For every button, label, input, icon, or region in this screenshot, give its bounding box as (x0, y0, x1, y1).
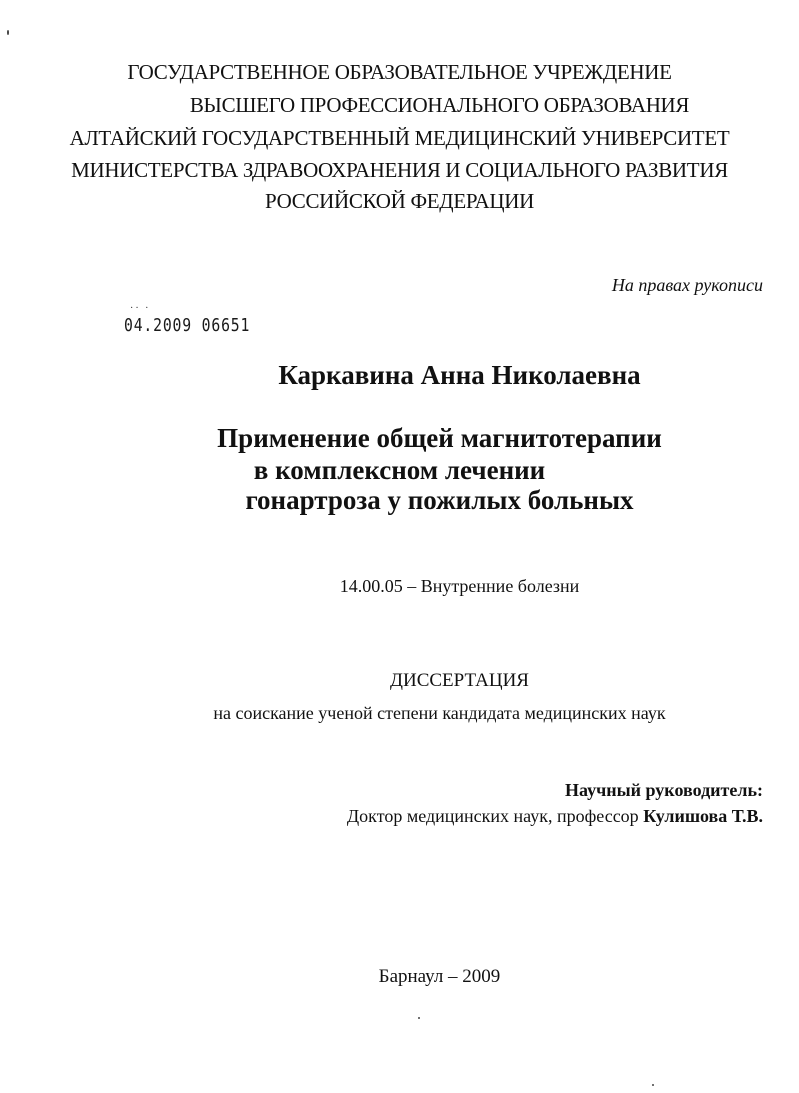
institution-line-2: ВЫСШЕГО ПРОФЕССИОНАЛЬНОГО ОБРАЗОВАНИЯ (189, 93, 690, 117)
advisor-label: Научный руководитель: (565, 780, 763, 800)
specialty-code: 14.00.05 – Внутренние болезни (339, 576, 580, 596)
advisor-credentials: Доктор медицинских наук, профессор (346, 806, 639, 826)
scan-speck (7, 30, 9, 35)
thesis-title-line-1: Применение общей магнитотерапии (217, 423, 662, 453)
institution-line-4: МИНИСТЕРСТВА ЗДРАВООХРАНЕНИЯ И СОЦИАЛЬНОГО РАЗВИТИЯ (71, 158, 728, 182)
institution-line-3: АЛТАЙСКИЙ ГОСУДАРСТВЕННЫЙ МЕДИЦИНСКИЙ УНИВЕРСИТЕТ (69, 126, 730, 150)
degree-statement: на соискание ученой степени кандидата медицинских наук (213, 703, 666, 723)
institution-line-5: РОССИЙСКОЙ ФЕДЕРАЦИИ (265, 189, 534, 213)
advisor-name: Кулишова Т.В. (643, 806, 763, 826)
author-name: Каркавина Анна Николаевна (278, 360, 641, 390)
city-year: Барнаул – 2009 (378, 966, 501, 987)
document-type: ДИССЕРТАЦИЯ (390, 670, 529, 691)
thesis-title-line-2: в комплексном лечении (253, 455, 546, 485)
registration-stamp: 04.2009 06651 (124, 315, 251, 336)
institution-line-1: ГОСУДАРСТВЕННОЕ ОБРАЗОВАТЕЛЬНОЕ УЧРЕЖДЕНИЕ (127, 60, 672, 84)
manuscript-note: На правах рукописи (611, 275, 763, 295)
stamp-dots: ·· · (130, 303, 151, 314)
scan-speck (652, 1084, 654, 1086)
scan-speck (418, 1017, 420, 1019)
thesis-title-line-3: гонартроза у пожилых больных (245, 485, 634, 515)
advisor-line (347, 806, 763, 827)
